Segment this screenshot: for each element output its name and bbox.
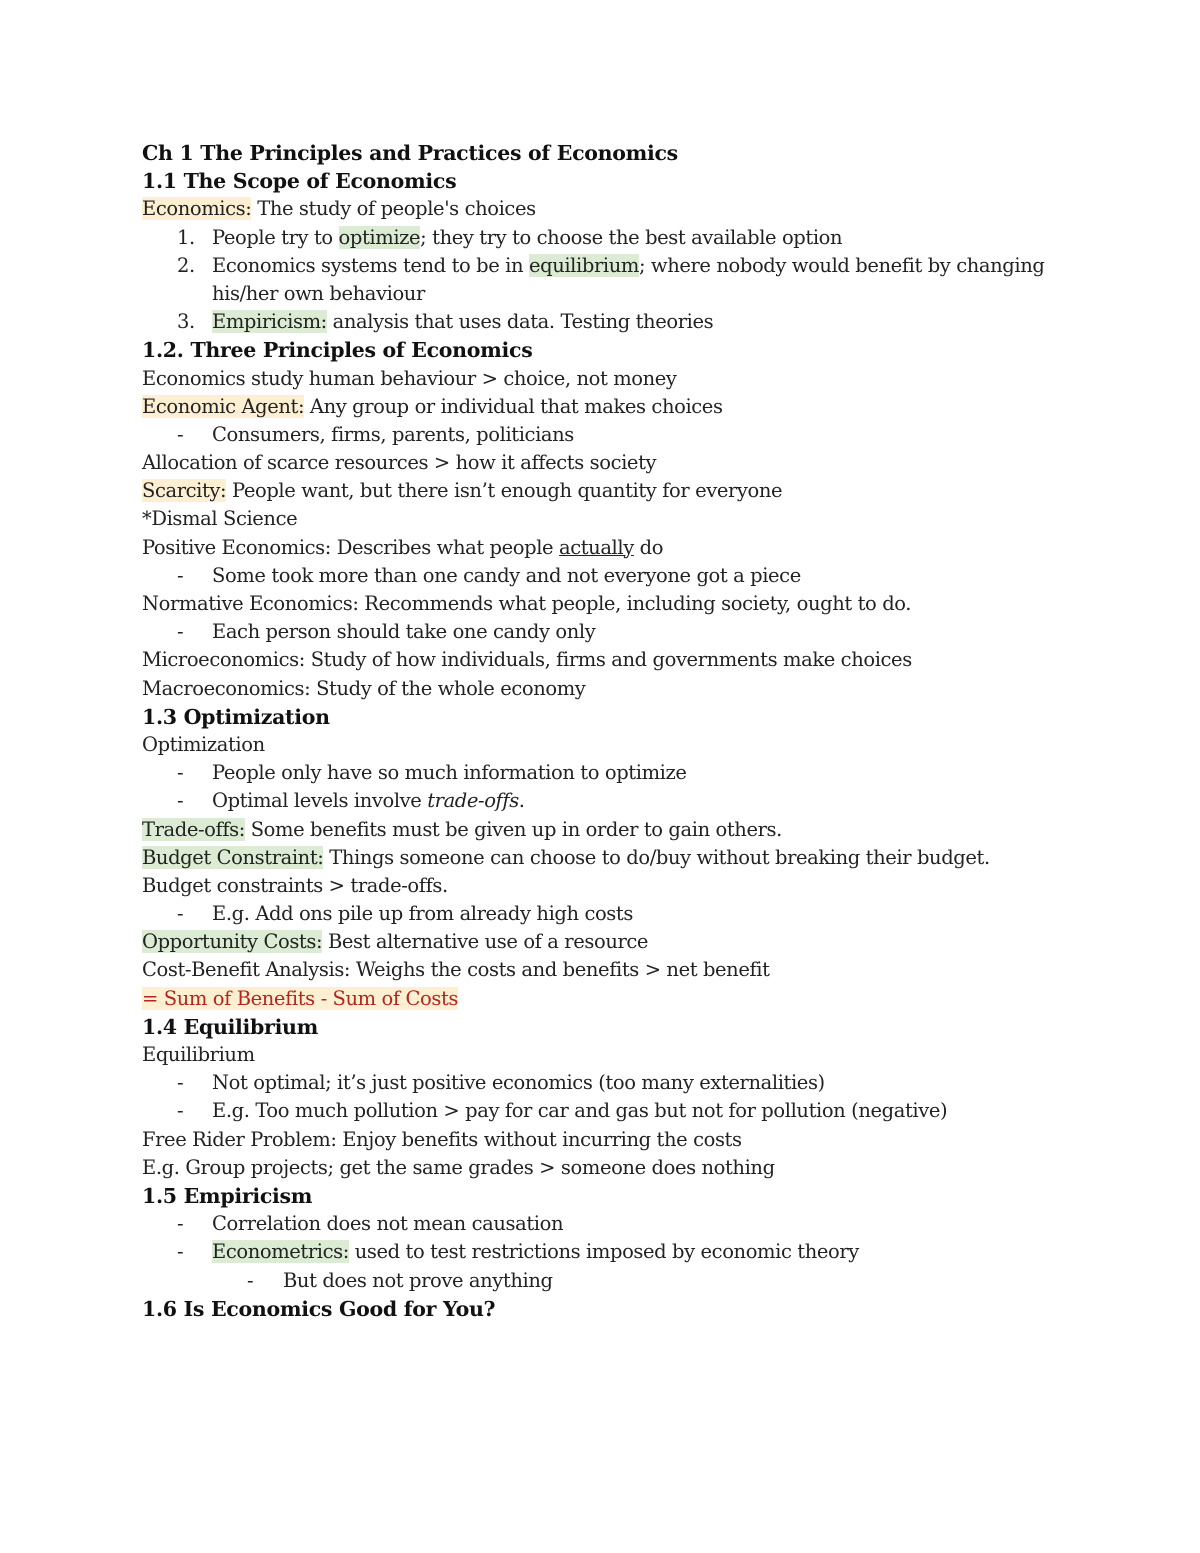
bullet-item <box>142 759 1062 787</box>
item-number: 1. <box>177 225 195 249</box>
section-heading-text: 1.5 Empiricism <box>142 1183 313 1208</box>
bullet-dash: - <box>177 422 184 446</box>
item-text: Consumers, firms, parents, politicians <box>212 422 574 446</box>
item-text: his/her own behaviour <box>212 281 425 305</box>
item-text <box>212 308 713 336</box>
paragraph: Optimization <box>142 732 265 756</box>
highlighted-term: Budget Constraint: <box>142 845 324 869</box>
bullet-item <box>142 1097 1062 1125</box>
bullet-item <box>142 618 1062 646</box>
notes-body <box>142 139 1062 1323</box>
bullet-item <box>142 787 1062 815</box>
definition-microeconomics: Microeconomics: Study of how individuals, firms and governments make choices <box>142 648 912 672</box>
section-heading-1-2 <box>142 336 1062 364</box>
definition-text: Things someone can choose to do/buy without breaking their budget. <box>323 845 990 869</box>
paragraph: Economics study human behaviour > choice, not money <box>142 366 677 390</box>
item-number: 3. <box>177 310 195 334</box>
bullet-item <box>142 562 1062 590</box>
bullet-dash: - <box>177 761 184 785</box>
definition-budget-constraint <box>142 844 1062 872</box>
paragraph: Equilibrium <box>142 1043 255 1066</box>
definition-text: The study of people's choices <box>251 197 536 221</box>
text-run: Economics systems tend to be in <box>212 253 529 277</box>
definition-trade-offs <box>142 816 1062 844</box>
text-run: ; where nobody would benefit by changing <box>638 253 1045 277</box>
text-run: . <box>518 789 525 813</box>
section-heading-text: 1.3 Optimization <box>142 704 330 729</box>
definition-positive-economics <box>142 534 1062 562</box>
highlighted-term: equilibrium <box>528 253 639 277</box>
highlighted-formula: = Sum of Benefits - Sum of Costs <box>142 986 459 1010</box>
definition-text: People want, but there isn’t enough quantity for everyone <box>226 479 783 503</box>
text-run: People try to <box>212 225 339 249</box>
item-text <box>212 787 525 815</box>
section-heading-1-4 <box>142 1013 1062 1041</box>
bullet-dash: - <box>247 1268 254 1292</box>
bullet-item <box>142 421 1062 449</box>
item-text <box>212 252 1044 280</box>
section-heading-text: 1.6 Is Economics Good for You? <box>142 1296 496 1321</box>
item-text: Each person should take one candy only <box>212 620 596 644</box>
item-text <box>212 1238 859 1266</box>
numbered-item-2-continued <box>142 280 1062 308</box>
chapter-title <box>142 139 1062 167</box>
section-heading-text: 1.1 The Scope of Economics <box>142 169 457 194</box>
item-text: E.g. Add ons pile up from already high costs <box>212 902 633 926</box>
bullet-item <box>142 900 1062 928</box>
highlighted-term: Empiricism: <box>212 310 327 334</box>
bullet-dash: - <box>177 1240 184 1264</box>
bullet-dash: - <box>177 1099 184 1123</box>
section-heading-1-1 <box>142 167 1062 195</box>
item-text: Not optimal; it’s just positive economics (too many externalities) <box>212 1071 825 1095</box>
definition-free-rider: Free Rider Problem: Enjoy benefits without incurring the costs <box>142 1127 742 1151</box>
definition-text: used to test restrictions imposed by economic theory <box>348 1240 859 1264</box>
definition-text: Some benefits must be given up in order to gain others. <box>244 817 782 841</box>
section-heading-1-3 <box>142 703 1062 731</box>
highlighted-term: Scarcity: <box>142 479 227 503</box>
italic-term: trade-offs <box>427 789 519 813</box>
item-text: But does not prove anything <box>283 1268 553 1292</box>
definition-macroeconomics: Macroeconomics: Study of the whole economy <box>142 676 586 700</box>
item-number: 2. <box>177 253 195 277</box>
definition-economic-agent <box>142 393 1062 421</box>
highlighted-term: Trade-offs: <box>142 817 245 841</box>
text-run: do <box>633 535 664 559</box>
bullet-item <box>142 1210 1062 1238</box>
item-text: E.g. Too much pollution > pay for car and gas but not for pollution (negative) <box>212 1099 948 1123</box>
definition-text: Any group or individual that makes choices <box>304 394 723 418</box>
bullet-dash: - <box>177 902 184 926</box>
bullet-dash: - <box>177 1071 184 1095</box>
definition-economics <box>142 195 1062 223</box>
paragraph: *Dismal Science <box>142 507 298 531</box>
paragraph: Budget constraints > trade-offs. <box>142 873 448 897</box>
numbered-item-2 <box>142 252 1062 280</box>
definition-normative-economics: Normative Economics: Recommends what people, including society, ought to do. <box>142 592 912 615</box>
item-text <box>212 224 842 252</box>
definition-opportunity-costs <box>142 928 1062 956</box>
definition-scarcity <box>142 477 1062 505</box>
paragraph: E.g. Group projects; get the same grades > someone does nothing <box>142 1155 775 1179</box>
definition-text: Best alternative use of a resource <box>322 930 649 954</box>
highlighted-term: Economics: <box>142 197 252 221</box>
text-run: ; they try to choose the best available option <box>420 225 843 249</box>
numbered-item-3 <box>142 308 1062 336</box>
chapter-title-text: Ch 1 The Principles and Practices of Economics <box>142 141 678 165</box>
bullet-dash: - <box>177 1212 184 1236</box>
highlighted-term: Opportunity Costs: <box>142 930 323 954</box>
text-run: analysis that uses data. Testing theories <box>326 310 714 334</box>
highlighted-term: optimize <box>338 225 421 249</box>
text-run: Positive Economics: Describes what people <box>142 535 559 559</box>
item-text: People only have so much information to optimize <box>212 761 687 785</box>
bullet-item <box>142 1069 1062 1097</box>
highlighted-term: Econometrics: <box>212 1240 349 1264</box>
section-heading-1-5 <box>142 1182 1062 1210</box>
section-heading-text: 1.4 Equilibrium <box>142 1014 319 1039</box>
bullet-dash: - <box>177 620 184 644</box>
section-heading-1-6 <box>142 1295 1062 1323</box>
definition-cost-benefit-analysis: Cost-Benefit Analysis: Weighs the costs and benefits > net benefit <box>142 958 770 982</box>
bullet-item <box>142 1238 1062 1266</box>
numbered-item-1 <box>142 224 1062 252</box>
item-text: Correlation does not mean causation <box>212 1212 564 1236</box>
formula-line <box>142 985 1062 1013</box>
underlined-word: actually <box>558 535 634 559</box>
text-run: Optimal levels involve <box>212 789 428 813</box>
bullet-dash: - <box>177 563 184 587</box>
item-text: Some took more than one candy and not everyone got a piece <box>212 563 801 587</box>
sub-bullet-item <box>142 1267 1062 1295</box>
bullet-dash: - <box>177 789 184 813</box>
highlighted-term: Economic Agent: <box>142 394 305 418</box>
paragraph: Allocation of scarce resources > how it affects society <box>142 451 657 475</box>
section-heading-text: 1.2. Three Principles of Economics <box>142 338 533 363</box>
